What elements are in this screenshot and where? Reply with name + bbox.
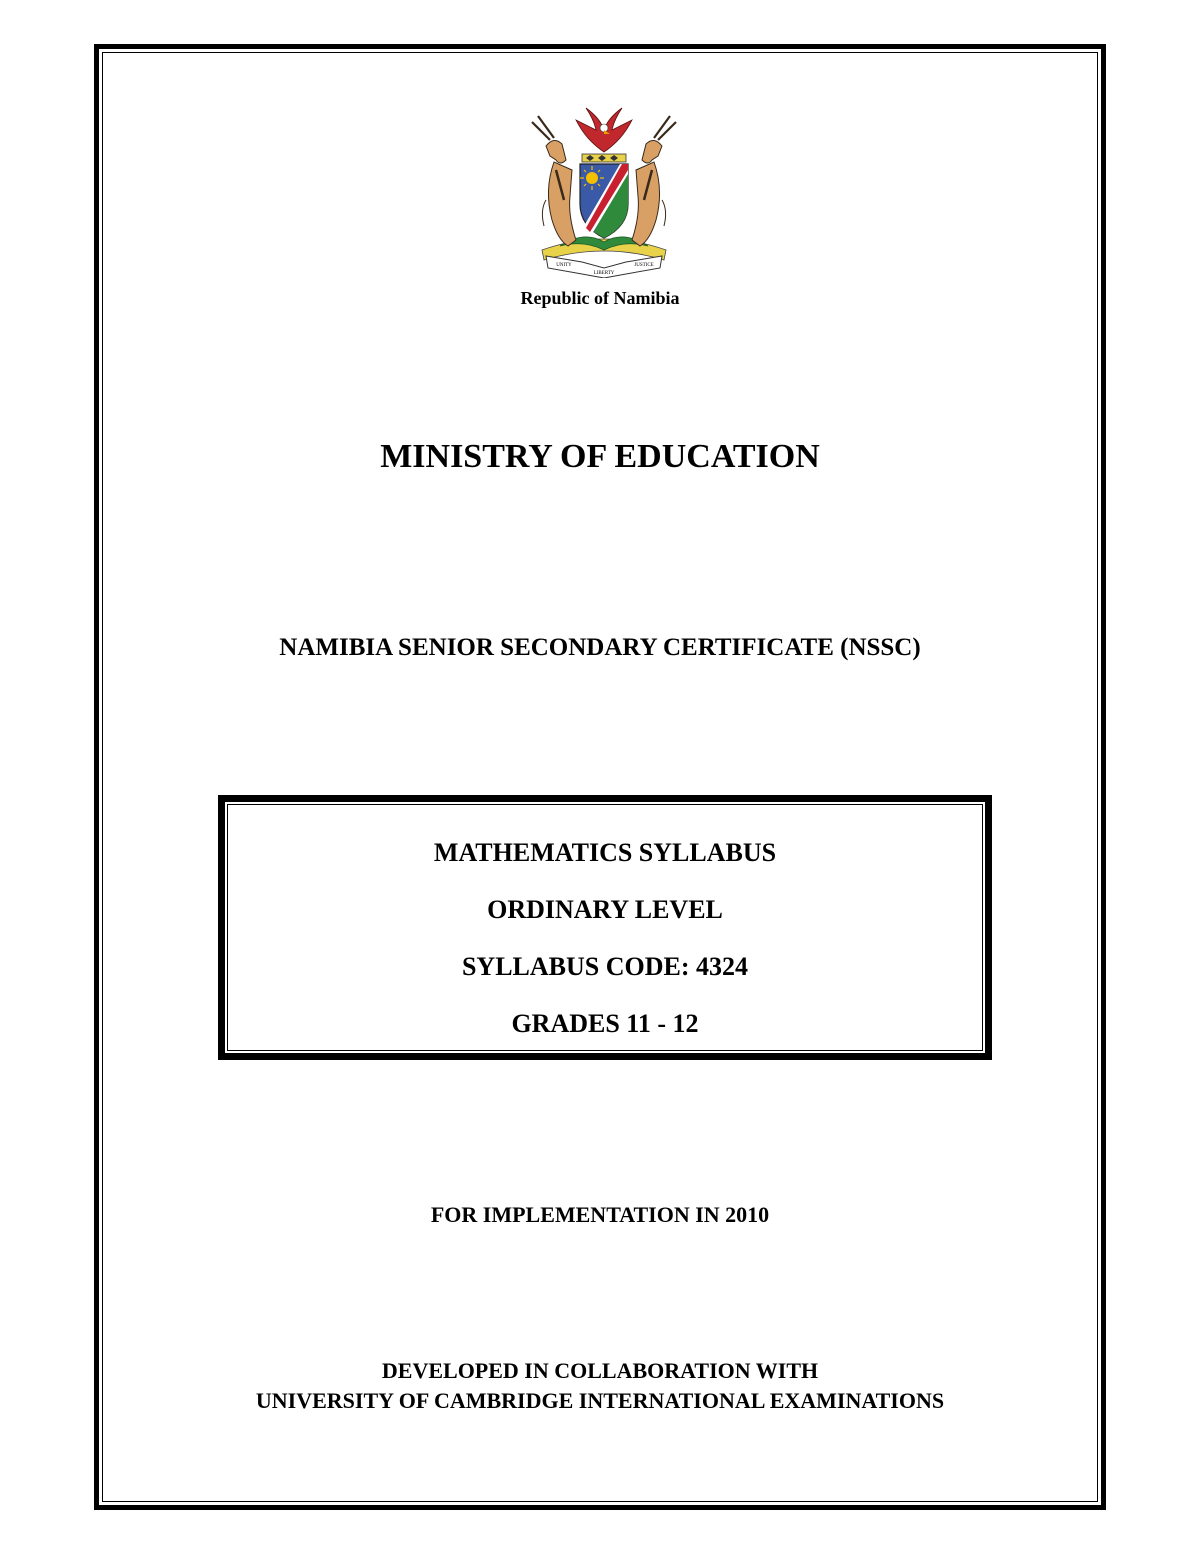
- motto-word-unity: UNITY: [556, 263, 572, 268]
- motto-word-justice: JUSTICE: [634, 263, 654, 268]
- country-name: Republic of Namibia: [520, 288, 680, 308]
- subject-title: MATHEMATICS SYLLABUS: [433, 838, 777, 867]
- fish-eagle: [576, 108, 632, 152]
- collaboration-line-2: UNIVERSITY OF CAMBRIDGE INTERNATIONAL EXAMINATIONS: [255, 1388, 945, 1413]
- right-oryx: [632, 116, 676, 246]
- grades-range: GRADES 11 - 12: [511, 1009, 699, 1038]
- shield-sun: [586, 172, 598, 184]
- level-title: ORDINARY LEVEL: [487, 895, 723, 924]
- syllabus-info-box: [218, 795, 992, 1060]
- syllabus-code: SYLLABUS CODE: 4324: [461, 952, 749, 981]
- shield: [580, 164, 628, 238]
- left-oryx: [532, 116, 576, 246]
- motto-word-liberty: LIBERTY: [593, 271, 615, 276]
- certificate-title: NAMIBIA SENIOR SECONDARY CERTIFICATE (NSSC): [279, 634, 921, 661]
- collaboration-line-1: DEVELOPED IN COLLABORATION WITH: [381, 1358, 819, 1383]
- ministry-title: MINISTRY OF EDUCATION: [380, 438, 820, 475]
- implementation-year: FOR IMPLEMENTATION IN 2010: [430, 1202, 770, 1227]
- coat-of-arms-emblem: [524, 100, 684, 278]
